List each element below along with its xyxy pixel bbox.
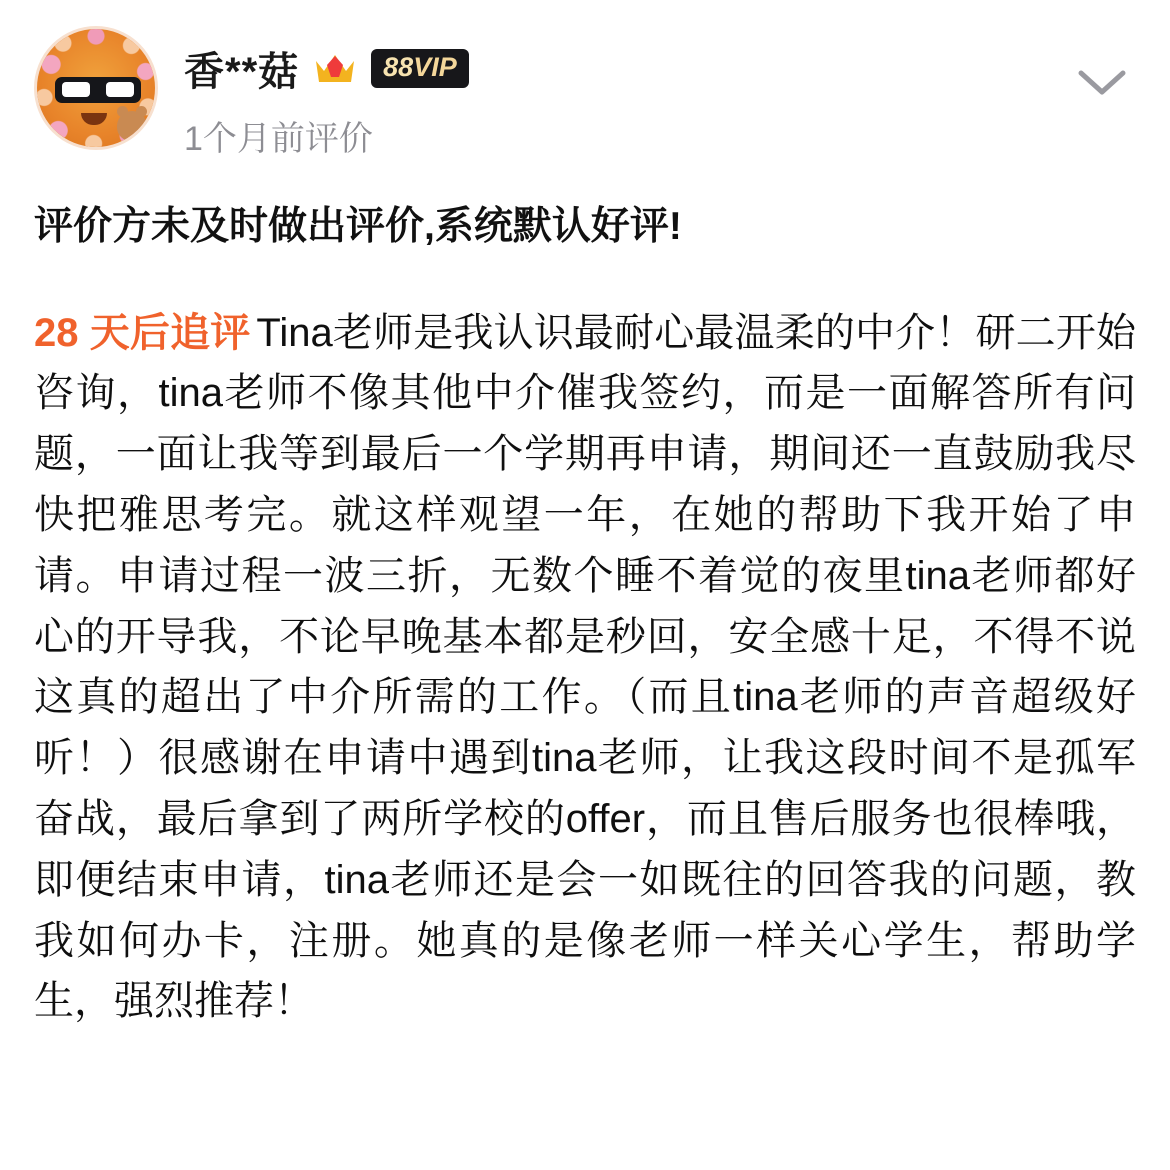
vip-badge-number: 88 xyxy=(383,51,414,82)
crown-icon xyxy=(313,51,357,87)
review-time: 1个月前评价 xyxy=(184,120,373,158)
vip-badge-label: VIP xyxy=(413,51,457,82)
vip-badge xyxy=(371,49,469,88)
first-review-text: 评价方未及时做出评价,系统默认好评! xyxy=(34,205,682,248)
follow-up-review xyxy=(34,303,1136,1033)
user-name-row xyxy=(184,40,1136,97)
user-name: 香**菇 xyxy=(184,50,300,94)
teddy-bear-icon xyxy=(117,111,147,141)
avatar[interactable] xyxy=(34,26,158,150)
sunglasses-icon xyxy=(55,77,141,103)
review-header xyxy=(34,26,1136,160)
follow-up-text: Tina老师是我认识最耐心最温柔的中介！研二开始咨询，tina老师不像其他中介催我签约，而是一面解答所有问题，一面让我等到最后一个学期再申请，期间还一直鼓励我尽快把雅思考完。就这样观望一年，在她的帮助下我开始了申请。申请过程一波三折，无数个睡不着觉的夜里tina老师都好心的开导我，不论早晚基本都是秒回，安全感十足，不得不说这真的超出了中介所需的工作。（而且tina老师的声音超级好听！）很感谢在申请中遇到tina老师，让我这段时间不是孤军奋战，最后拿到了两所学校的offer，而且售后服务也很棒哦，即便结束申请，tina老师还是会一如既往的回答我的问题，教我如何办卡，注册。她真的是像老师一样关心学生，帮助学生，强烈推荐！ xyxy=(34,310,1136,1024)
review-header-text xyxy=(184,26,1136,160)
chevron-down-icon[interactable] xyxy=(1076,66,1128,98)
follow-up-tag: 28 天后追评 xyxy=(34,310,251,355)
